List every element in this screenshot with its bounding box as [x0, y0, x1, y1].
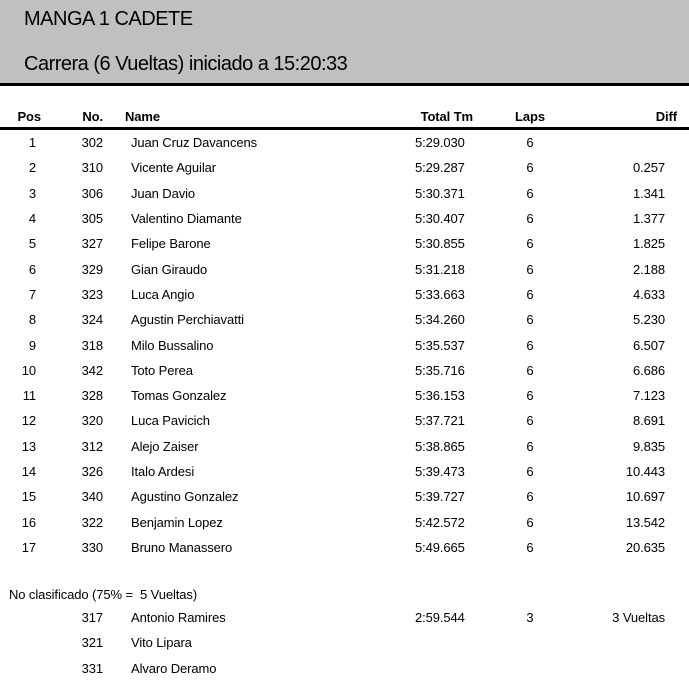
cell-name: Felipe Barone — [131, 236, 211, 252]
table-row — [0, 256, 689, 281]
unclassified-rows — [0, 605, 689, 681]
cell-total-tm: 5:37.721 — [415, 413, 465, 429]
cell-diff: 5.230 — [632, 312, 665, 328]
classified-rows — [0, 130, 689, 560]
table-row — [0, 459, 689, 484]
cell-pos: 11 — [22, 388, 36, 404]
cell-name: Agustin Perchiavatti — [131, 312, 244, 328]
cell-pos: 6 — [28, 261, 36, 277]
cell-no: 326 — [81, 464, 103, 479]
cell-diff: 0.257 — [632, 160, 665, 176]
cell-diff: 8.691 — [632, 413, 665, 429]
cell-name: Antonio Ramires — [131, 610, 226, 626]
cell-name: Alejo Zaiser — [131, 438, 199, 454]
cell-total-tm: 5:35.716 — [415, 362, 465, 378]
cell-name: Vicente Aguilar — [131, 160, 216, 176]
cell-laps: 6 — [526, 261, 534, 277]
cell-pos: 3 — [28, 185, 36, 201]
cell-name: Gian Giraudo — [131, 261, 208, 277]
cell-diff: 13.542 — [625, 514, 665, 530]
cell-total-tm: 2:59.544 — [415, 610, 465, 626]
cell-total-tm: 5:31.218 — [415, 261, 465, 277]
cell-laps: 6 — [526, 185, 534, 201]
header-band — [0, 0, 689, 86]
table-row — [0, 155, 689, 180]
cell-laps: 6 — [526, 236, 534, 252]
cell-diff: 20.635 — [625, 539, 665, 555]
column-header-pos: Pos — [17, 109, 41, 124]
cell-diff: 1.825 — [632, 236, 665, 252]
race-title: MANGA 1 CADETE — [24, 8, 193, 30]
cell-pos: 15 — [21, 489, 36, 505]
cell-laps: 6 — [526, 286, 534, 302]
table-row — [0, 307, 689, 332]
column-header-no: No. — [82, 109, 103, 124]
cell-no: 328 — [81, 388, 103, 404]
cell-name: Juan Cruz Davancens — [131, 135, 257, 151]
cell-name: Juan Davio — [131, 185, 196, 201]
cell-diff: 4.633 — [632, 286, 665, 302]
cell-laps: 6 — [526, 160, 534, 176]
cell-no: 321 — [81, 635, 103, 651]
table-row — [0, 630, 689, 655]
table-row — [0, 535, 689, 560]
cell-total-tm: 5:38.865 — [415, 438, 465, 454]
results-table — [0, 86, 689, 681]
cell-no: 312 — [81, 438, 103, 454]
cell-total-tm: 5:35.537 — [415, 337, 465, 353]
table-row — [0, 231, 689, 256]
cell-name: Benjamin Lopez — [131, 514, 223, 530]
cell-no: 318 — [81, 337, 103, 353]
table-row — [0, 656, 689, 681]
table-row — [0, 332, 689, 357]
cell-total-tm: 5:42.572 — [415, 514, 465, 530]
cell-no: 306 — [81, 185, 103, 201]
column-header-total-tm: Total Tm — [420, 109, 473, 124]
cell-name: Italo Ardesi — [131, 464, 195, 479]
cell-pos: 16 — [21, 514, 36, 530]
cell-name: Agustino Gonzalez — [131, 489, 239, 505]
cell-laps: 6 — [526, 438, 534, 454]
cell-diff: 6.507 — [632, 337, 665, 353]
cell-pos: 5 — [28, 236, 36, 252]
cell-no: 331 — [81, 660, 103, 676]
cell-total-tm: 5:30.371 — [415, 185, 465, 201]
cell-no: 324 — [81, 312, 103, 328]
cell-pos: 4 — [28, 211, 36, 227]
cell-total-tm: 5:39.727 — [415, 489, 465, 505]
cell-name: Milo Bussalino — [131, 337, 214, 353]
cell-laps: 6 — [526, 362, 534, 378]
cell-laps: 6 — [526, 337, 534, 353]
cell-total-tm: 5:36.153 — [415, 388, 465, 404]
cell-laps: 6 — [526, 464, 534, 479]
table-row — [0, 484, 689, 509]
cell-name: Alvaro Deramo — [131, 660, 217, 676]
table-row — [0, 408, 689, 433]
cell-name: Valentino Diamante — [131, 211, 242, 227]
cell-no: 340 — [81, 489, 103, 505]
cell-laps: 6 — [526, 514, 534, 530]
cell-total-tm: 5:30.407 — [415, 211, 465, 227]
cell-no: 327 — [81, 236, 103, 252]
cell-pos: 7 — [28, 286, 36, 302]
table-row — [0, 383, 689, 408]
table-row — [0, 181, 689, 206]
race-subtitle: Carrera (6 Vueltas) iniciado a 15:20:33 — [24, 53, 348, 75]
column-header-name: Name — [125, 109, 161, 124]
cell-diff: 6.686 — [632, 362, 665, 378]
cell-name: Bruno Manassero — [131, 539, 233, 555]
table-row — [0, 434, 689, 459]
table-header — [0, 86, 689, 130]
cell-laps: 6 — [526, 211, 534, 227]
cell-name: Luca Angio — [131, 286, 195, 302]
cell-diff: 1.377 — [632, 211, 665, 227]
cell-name: Tomas Gonzalez — [131, 388, 227, 404]
cell-no: 329 — [81, 261, 103, 277]
cell-total-tm: 5:39.473 — [415, 464, 465, 479]
cell-total-tm: 5:29.030 — [415, 135, 465, 151]
cell-name: Vito Lipara — [131, 635, 192, 651]
cell-no: 317 — [81, 610, 103, 626]
table-row — [0, 282, 689, 307]
cell-total-tm: 5:30.855 — [415, 236, 465, 252]
cell-pos: 9 — [28, 337, 36, 353]
cell-diff: 9.835 — [632, 438, 665, 454]
column-header-diff: Diff — [655, 109, 677, 124]
cell-pos: 13 — [21, 438, 36, 454]
cell-pos: 17 — [21, 539, 36, 555]
table-row — [0, 509, 689, 534]
cell-diff: 2.188 — [632, 261, 665, 277]
cell-laps: 3 — [526, 610, 534, 626]
cell-no: 323 — [81, 286, 103, 302]
cell-pos: 8 — [28, 312, 36, 328]
cell-diff: 10.443 — [625, 464, 665, 479]
table-row — [0, 130, 689, 155]
cell-no: 342 — [81, 362, 103, 378]
cell-laps: 6 — [526, 388, 534, 404]
table-row — [0, 358, 689, 383]
column-header-laps: Laps — [515, 109, 545, 124]
cell-pos: 12 — [21, 413, 36, 429]
cell-no: 302 — [81, 135, 103, 151]
cell-name: Toto Perea — [131, 362, 193, 378]
cell-laps: 6 — [526, 413, 534, 429]
cell-diff: 1.341 — [632, 185, 665, 201]
cell-laps: 6 — [526, 539, 534, 555]
cell-no: 310 — [81, 160, 103, 176]
cell-diff: 3 Vueltas — [612, 610, 665, 626]
cell-pos: 14 — [21, 464, 36, 479]
cell-laps: 6 — [526, 312, 534, 328]
cell-name: Luca Pavicich — [131, 413, 210, 429]
cell-total-tm: 5:49.665 — [415, 539, 465, 555]
cell-pos: 10 — [21, 362, 36, 378]
cell-total-tm: 5:33.663 — [415, 286, 465, 302]
cell-no: 305 — [81, 211, 103, 227]
cell-laps: 6 — [526, 489, 534, 505]
table-row — [0, 605, 689, 630]
unclassified-label: No clasificado (75% = 5 Vueltas) — [9, 587, 198, 603]
cell-total-tm: 5:34.260 — [415, 312, 465, 328]
cell-pos: 2 — [28, 160, 36, 176]
cell-diff: 10.697 — [625, 489, 665, 505]
table-row — [0, 206, 689, 231]
cell-laps: 6 — [526, 135, 534, 151]
cell-pos: 1 — [28, 135, 36, 151]
cell-total-tm: 5:29.287 — [415, 160, 465, 176]
cell-no: 322 — [81, 514, 103, 530]
cell-no: 330 — [81, 539, 103, 555]
cell-no: 320 — [81, 413, 103, 429]
cell-diff: 7.123 — [632, 388, 665, 404]
